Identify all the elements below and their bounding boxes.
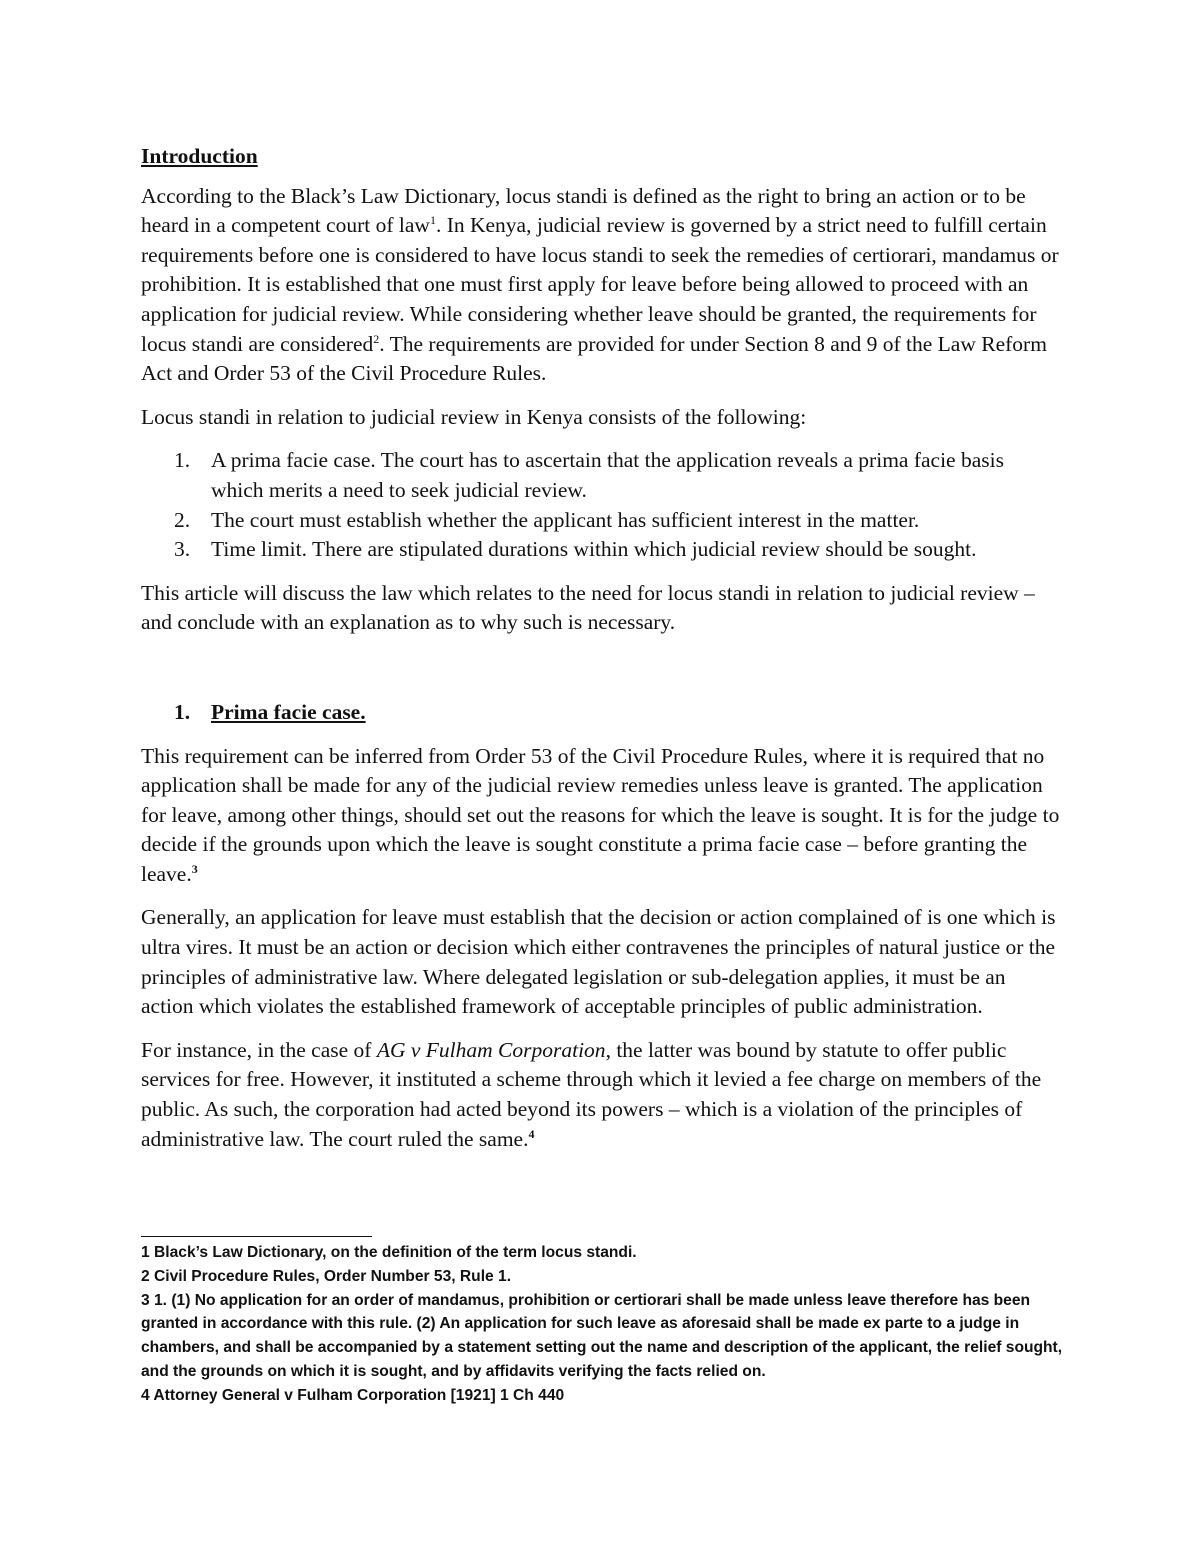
section-heading-prima-facie (141, 698, 1061, 728)
footnote-separator (141, 1236, 372, 1237)
list-item (141, 535, 1061, 565)
list-item (141, 446, 1061, 505)
footnote-1: 1 Black’s Law Dictionary, on the definition of the term locus standi. (141, 1244, 637, 1261)
section1-paragraph-2: Generally, an application for leave must establish that the decision or action complained of is one which is ultra vires. It must be an action or decision which either contravenes the principles of natural justice or the principles of administrative law. Where delegated legislation or sub-delegation applies, it must be an action which violates the established framework of acceptable principles of public administration. (141, 905, 1056, 1019)
document-page (141, 142, 1061, 1168)
intro-text-c: . The requirements are provided for under Section 8 and 9 of the Law Reform Act and Order 53 of the Civil Procedure Rules. (141, 331, 1047, 386)
list-item-text: A prima facie case. The court has to ascertain that the application reveals a prima facie basis which merits a need to seek judicial review. (211, 448, 1004, 502)
section1-paragraph-3 (141, 1036, 1061, 1154)
case-name: AG v Fulham Corporation (376, 1037, 606, 1062)
footnotes (141, 1236, 1066, 1408)
list-item-number: 3. (174, 537, 191, 562)
footnote-4: 4 Attorney General v Fulham Corporation [1921] 1 Ch 440 (141, 1386, 565, 1404)
list-item (141, 506, 1061, 536)
intro-text-b: . In Kenya, judicial review is governed by a strict need to fulfill certain requirements before one is considered to have locus standi to seek the remedies of certiorari, mandamus or prohibition. It is established that one must first apply for leave before being allowed to proceed with an application for judicial review. While considering whether leave should be granted, the requirements for locus standi are considered (141, 213, 1059, 356)
list-item-number: 1. (174, 448, 191, 473)
section1-text: This requirement can be inferred from Order 53 of the Civil Procedure Rules, where it is required that no application shall be made for any of the judicial review remedies unless leave is granted. The application for leave, among other things, should set out the reasons for which the leave is sought. It is for the judge to decide if the grounds upon which the leave is sought constitute a prima facie case – before granting the leave. (141, 743, 1060, 886)
intro-text-a: According to the Black’s Law Dictionary, locus standi is defined as the right to bring an action or to be heard in a competent court of law (141, 183, 1026, 238)
requirements-list (141, 446, 1061, 564)
footnote-ref-2[interactable]: 2 (373, 331, 380, 346)
footnote-ref-1[interactable]: 1 (429, 213, 436, 228)
list-item-text: Time limit. There are stipulated durations within which judicial review should be sought. (211, 537, 977, 562)
intro-paragraph-3: This article will discuss the law which relates to the need for locus standi in relation to judicial review – and conclude with an explanation as to why such is necessary. (141, 580, 1035, 635)
section-title: Prima facie case. (211, 699, 366, 724)
footnote-3: 3 1. (1) No application for an order of mandamus, prohibition or certiorari shall be made unless leave therefore has been granted in accordance with this rule. (2) An application for such leave as aforesaid shall be made ex parte to a judge in chambers, and shall be accompanied by a statement setting out the name and description of the applicant, the relief sought, and the grounds on which it is sought, and by affidavits verifying the facts relied on. (141, 1291, 1063, 1380)
intro-paragraph-1 (141, 182, 1061, 389)
section-number: 1. (174, 699, 191, 724)
intro-paragraph-2: Locus standi in relation to judicial review in Kenya consists of the following: (141, 404, 807, 429)
section-heading-introduction: Introduction (141, 144, 258, 168)
list-item-text: The court must establish whether the applicant has sufficient interest in the matter. (211, 507, 920, 532)
section1-text-b: , the latter was bound by statute to offer public services for free. However, it instituted a scheme through which it levied a fee charge on members of the public. As such, the corporation had acted beyond its powers – which is a violation of the principles of administrative law. The court ruled the same. (141, 1037, 1042, 1151)
footnote-2: 2 Civil Procedure Rules, Order Number 53, Rule 1. (141, 1267, 512, 1285)
footnote-ref-3[interactable]: 3 (191, 861, 198, 876)
section1-paragraph-1 (141, 742, 1061, 890)
list-item-number: 2. (174, 507, 191, 532)
section1-text-a: For instance, in the case of (141, 1037, 377, 1062)
footnote-ref-4[interactable]: 4 (528, 1126, 535, 1141)
